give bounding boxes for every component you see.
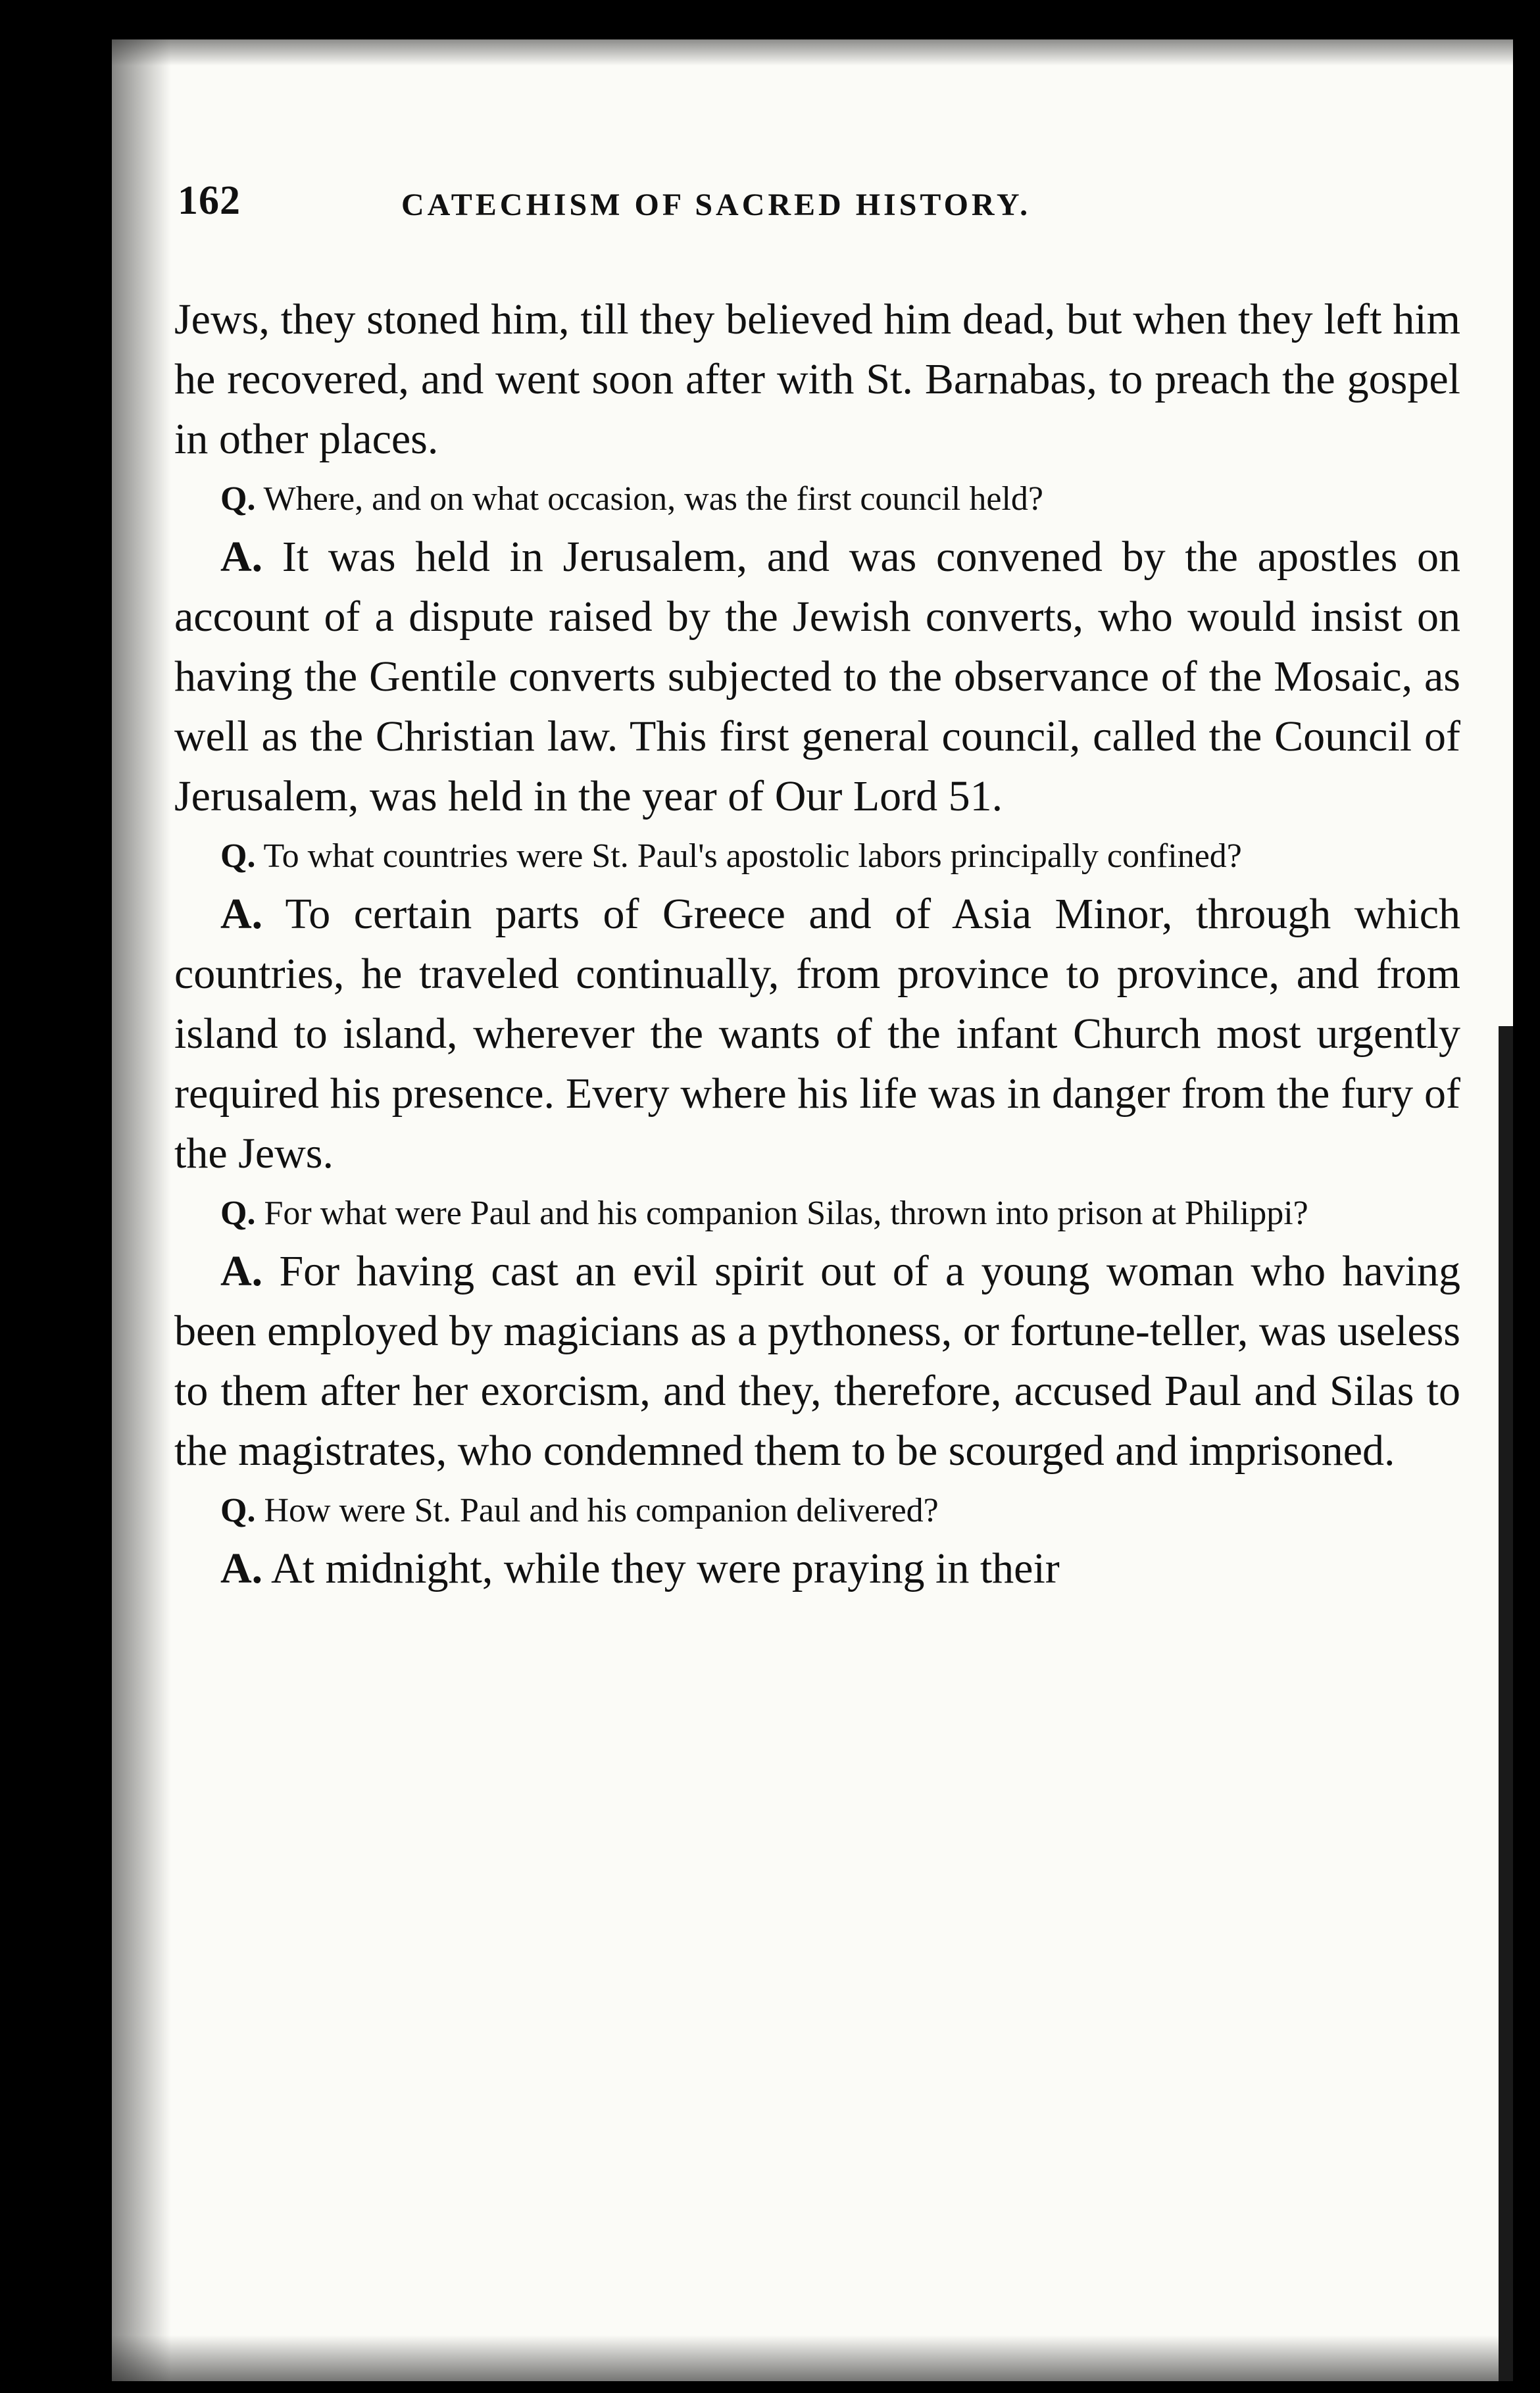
question-paragraph [174,1490,1460,1532]
answer-paragraph-continued [174,289,1460,469]
question-text: Where, and on what occasion, was the first council held? [263,480,1043,518]
question-label: Q. [220,837,256,875]
answer-text: To certain parts of Greece and of Asia Minor, through which countries, he traveled continually, from province to province, and from island to island, wherever the wants of the infant Church most urgently required his presence. Every where his life was in danger from the fury of the Jews. [174,890,1460,1177]
page-header [178,178,1230,237]
question-paragraph [174,478,1460,520]
question-label: Q. [220,1492,256,1529]
answer-text: At midnight, while they were praying in their [271,1544,1060,1592]
answer-label: A. [220,1544,263,1592]
question-text: To what countries were St. Paul's apostolic labors principally confined? [263,837,1242,875]
question-paragraph [174,835,1460,877]
scan-edge-top [112,39,1513,66]
answer-text: Jews, they stoned him, till they believed him dead, but when they left him he recovered, and went soon after with St. Barnabas, to preach the gospel in other places. [174,295,1460,463]
question-text: For what were Paul and his companion Silas, thrown into prison at Philippi? [264,1195,1308,1232]
answer-text: It was held in Jerusalem, and was convened by the apostles on account of a dispute raised by the Jewish converts, who would insist on having the Gentile converts subjected to the observance of the Mosaic, as well as the Christian law. This first general council, called the Council of Jerusalem, was held in the year of Our Lord 51. [174,533,1460,820]
running-title: CATECHISM OF SACRED HISTORY. [401,187,1031,222]
answer-text: For having cast an evil spirit out of a young woman who having been employed by magicians as a pythoness, or fortune-teller, was useless to them after her exorcism, and they, therefore, accused Paul and Silas to the magistrates, who condemned them to be scourged and imprisoned. [174,1247,1461,1475]
answer-label: A. [220,890,263,938]
answer-paragraph [174,527,1460,826]
answer-label: A. [220,1247,263,1295]
answer-paragraph [174,1241,1460,1481]
answer-paragraph [174,1539,1460,1598]
question-label: Q. [220,480,256,518]
answer-paragraph [174,884,1460,1183]
question-text: How were St. Paul and his companion delivered? [264,1492,939,1529]
scan-edge-right [1499,1026,1513,2381]
page-number: 162 [178,178,241,223]
scan-edge-bottom [112,2335,1513,2381]
scan-edge-left [112,39,171,2381]
body-text [174,289,1460,1598]
answer-label: A. [220,533,263,581]
question-paragraph [174,1193,1460,1235]
question-label: Q. [220,1195,256,1232]
